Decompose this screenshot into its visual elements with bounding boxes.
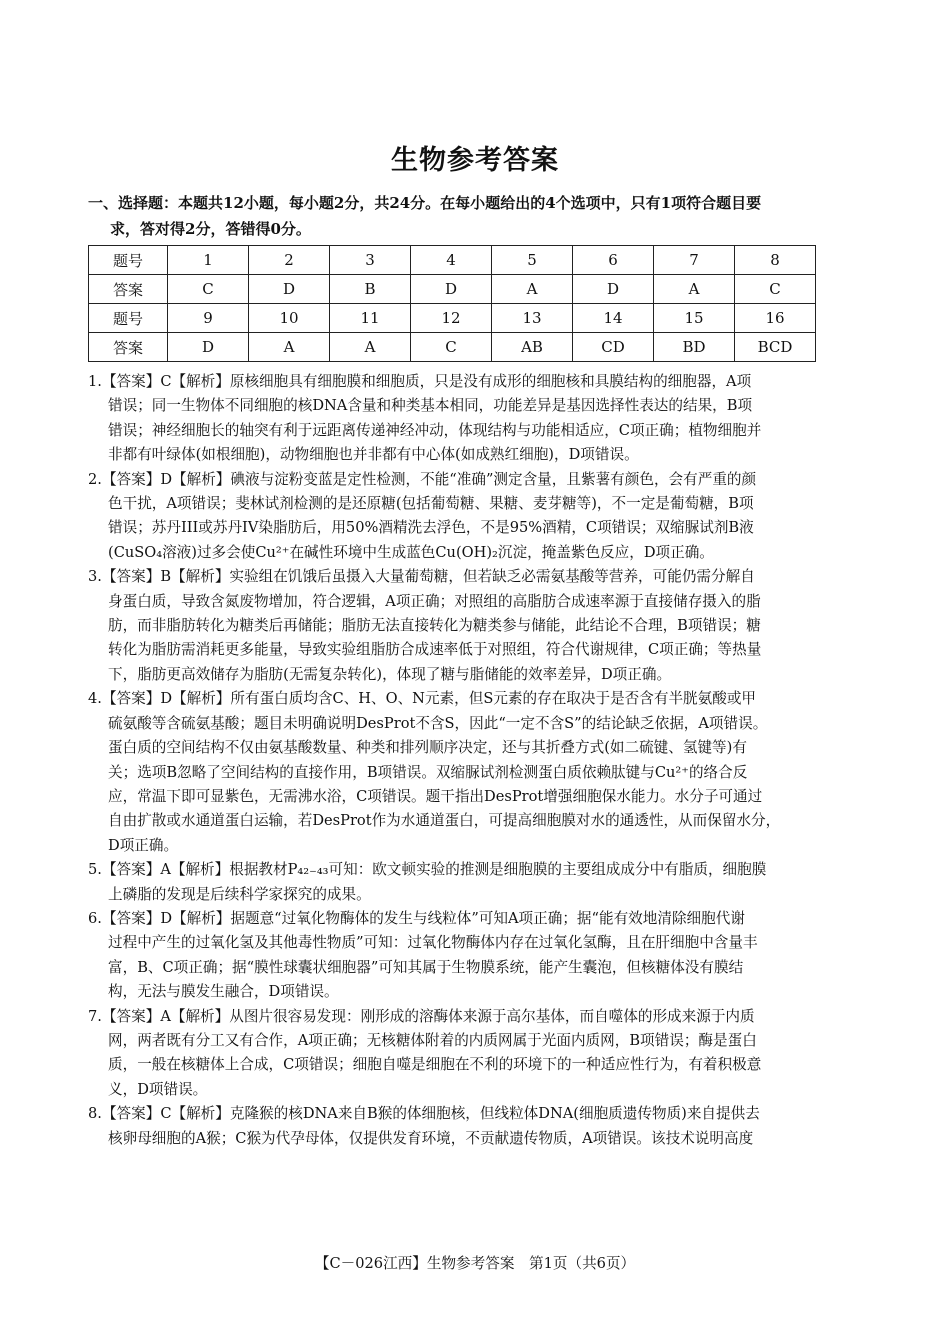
explanation-item [88,907,866,1005]
answer-cell: A [654,275,735,304]
table-row [89,246,816,275]
question-number-cell: 12 [411,304,492,333]
explanation-list [88,370,866,1151]
item-number: 6. [88,909,102,927]
explanation-item [88,687,866,858]
explanation-line: 义，D项错误。 [108,1080,208,1098]
question-number-cell: 9 [168,304,249,333]
explanation-line [88,1102,866,1126]
question-number-cell: 5 [492,246,573,275]
table-header-cell: 答案 [89,333,168,362]
explanation-line: 转化为脂肪需消耗更多能量，导致实验组脂肪合成速率低于对照组，符合代谢规律，C项正确；等热量 [108,641,762,659]
question-number-cell: 4 [411,246,492,275]
explanation-line: (CuSO₄溶液)过多会使Cu²⁺在碱性环境中生成蓝色Cu(OH)₂沉淀，掩盖紫色反应，D项正确。 [108,543,714,561]
answer-cell: D [411,275,492,304]
explanation-item [88,565,866,687]
explanation-line [88,565,866,589]
question-number-cell: 2 [249,246,330,275]
question-number-cell: 13 [492,304,573,333]
question-number-cell: 10 [249,304,330,333]
answer-cell: BD [654,333,735,362]
answer-cell: C [411,333,492,362]
explanation-line [88,370,866,394]
explanation-text: 【答案】B【解析】实验组在饥饿后虽摄入大量葡萄糖，但若缺乏必需氨基酸等营养，可能仍需分解自 [101,568,755,586]
explanation-line [88,907,866,931]
section-heading-line-1: 一、选择题：本题共12小题，每小题2分，共24分。在每小题给出的4个选项中，只有1项符合题目要 [88,194,762,212]
explanation-line: 自由扩散或水通道蛋白运输，若DesProt作为水通道蛋白，可提高细胞膜对水的通透性，从而保留水分， [108,812,781,830]
explanation-line: 网，两者既有分工又有合作，A项正确；无核糖体附着的内质网属于光面内质网，B项错误；酶是蛋白 [108,1031,757,1049]
explanation-line: 关；选项B忽略了空间结构的直接作用，B项错误。双缩脲试剂检测蛋白质依赖肽键与Cu²⁺的络合反 [108,763,748,781]
explanation-line [88,858,866,882]
answer-cell: D [573,275,654,304]
answer-cell: A [330,333,411,362]
question-number-cell: 16 [735,304,816,333]
question-number-cell: 11 [330,304,411,333]
table-row [89,333,816,362]
explanation-line: 应，常温下即可显紫色，无需沸水浴，C项错误。题干指出DesProt增强细胞保水能力。水分子可通过 [108,787,763,805]
explanation-line [88,687,866,711]
explanation-line: 肪，而非脂肪转化为糖类后再储能；脂肪无法直接转化为糖类参与储能，此结论不合理，B项错误；糖 [108,617,761,635]
explanation-line: 色干扰，A项错误；斐林试剂检测的是还原糖(包括葡萄糖、果糖、麦芽糖等)，不一定是葡萄糖，B项 [108,495,754,513]
explanation-line: 过程中产生的过氧化氢及其他毒性物质”可知：过氧化物酶体内存在过氧化氢酶，且在肝细胞中含量丰 [108,934,758,952]
explanation-line: 下，脂肪更高效储存为脂肪(无需复杂转化)，体现了糖与脂储能的效率差异，D项正确。 [108,665,672,683]
answer-cell: A [249,333,330,362]
answer-cell: CD [573,333,654,362]
item-number: 4. [88,690,102,708]
explanation-item [88,1102,866,1151]
item-number: 7. [88,1007,102,1025]
explanation-item [88,858,866,907]
answer-cell: AB [492,333,573,362]
question-number-cell: 8 [735,246,816,275]
item-number: 5. [88,861,102,879]
table-row [89,304,816,333]
explanation-text: 【答案】D【解析】所有蛋白质均含C、H、O、N元素，但S元素的存在取决于是否含有半胱氨酸或甲 [101,690,757,708]
answer-cell: D [168,333,249,362]
table-header-cell: 答案 [89,275,168,304]
explanation-line: 身蛋白质，导致含氮废物增加，符合逻辑，A项正确；对照组的高脂肪合成速率源于直接储存摄入的脂 [108,592,761,610]
explanation-line: 蛋白质的空间结构不仅由氨基酸数量、种类和排列顺序决定，还与其折叠方式(如二硫键、氢键等)有 [108,739,747,757]
explanation-text: 【答案】C【解析】原核细胞具有细胞膜和细胞质，只是没有成形的细胞核和具膜结构的细胞器，A项 [101,373,752,390]
table-row [89,275,816,304]
page-footer: 【C－026江西】生物参考答案 第1页（共6页） [314,1255,636,1272]
explanation-line: 错误；神经细胞长的轴突有利于远距离传递神经冲动，体现结构与功能相适应，C项正确；植物细胞并 [108,421,762,439]
question-number-cell: 7 [654,246,735,275]
explanation-text: 【答案】A【解析】从图片很容易发现：刚形成的溶酶体来源于高尔基体，而自噬体的形成来源于内质 [101,1007,755,1025]
explanation-text: 【答案】D【解析】碘液与淀粉变蓝是定性检测，不能“准确”测定含量，且紫薯有颜色，会有严重的颜 [101,470,757,488]
explanation-text: 【答案】D【解析】据题意“过氧化物酶体的发生与线粒体”可知A项正确；据“能有效地清除细胞代谢 [101,909,745,927]
answer-cell: C [735,275,816,304]
explanation-item [88,370,866,468]
explanation-text: 【答案】C【解析】克隆猴的核DNA来自B猴的体细胞核，但线粒体DNA(细胞质遗传物质)来自提供去 [101,1105,760,1123]
explanation-text: 【答案】A【解析】根据教材P₄₂₋₄₃可知：欧文顿实验的推测是细胞膜的主要组成成分中有脂质，细胞膜 [101,861,767,879]
section-heading-line-2: 求，答对得2分，答错得0分。 [110,220,311,238]
item-number: 2. [88,470,102,488]
table-header-cell: 题号 [89,304,168,333]
explanation-line [88,468,866,492]
explanation-line: 质，一般在核糖体上合成，C项错误；细胞自噬是细胞在不利的环境下的一种适应性行为，有着积极意 [108,1056,762,1074]
question-number-cell: 14 [573,304,654,333]
answer-cell: BCD [735,333,816,362]
question-number-cell: 1 [168,246,249,275]
explanation-line: 非都有叶绿体(如根细胞)，动物细胞也并非都有中心体(如成熟红细胞)，D项错误。 [108,446,639,464]
item-number: 8. [88,1105,102,1123]
explanation-line [88,1005,866,1029]
explanation-line: 上磷脂的发现是后续科学家探究的成果。 [108,885,371,903]
explanation-line: 错误；同一生物体不同细胞的核DNA含量和种类基本相同，功能差异是基因选择性表达的结果，B项 [108,397,753,415]
question-number-cell: 6 [573,246,654,275]
answer-cell: B [330,275,411,304]
question-number-cell: 3 [330,246,411,275]
explanation-line: D项正确。 [108,836,179,854]
explanation-line: 核卵母细胞的A猴；C猴为代孕母体，仅提供发育环境，不贡献遗传物质，A项错误。该技术说明高度 [108,1129,754,1147]
item-number: 1. [88,373,102,390]
item-number: 3. [88,568,102,586]
explanation-item [88,1005,866,1103]
answer-cell: A [492,275,573,304]
answer-table [88,245,816,362]
question-number-cell: 15 [654,304,735,333]
explanation-line: 硫氨酸等含硫氨基酸；题目未明确说明DesProt不含S，因此“一定不含S”的结论缺乏依据，A项错误。 [108,714,768,732]
answer-cell: C [168,275,249,304]
explanation-item [88,468,866,566]
explanation-line: 构，无法与膜发生融合，D项错误。 [108,983,339,1001]
section-heading [88,190,858,242]
page-title: 生物参考答案 [391,145,559,176]
answer-cell: D [249,275,330,304]
table-header-cell: 题号 [89,246,168,275]
explanation-line: 错误；苏丹III或苏丹IV染脂肪后，用50%酒精洗去浮色，不是95%酒精，C项错误；双缩脲试剂B液 [108,519,754,537]
explanation-line: 富，B、C项正确；据“膜性球囊状细胞器”可知其属于生物膜系统，能产生囊泡，但核糖体没有膜结 [108,958,744,976]
